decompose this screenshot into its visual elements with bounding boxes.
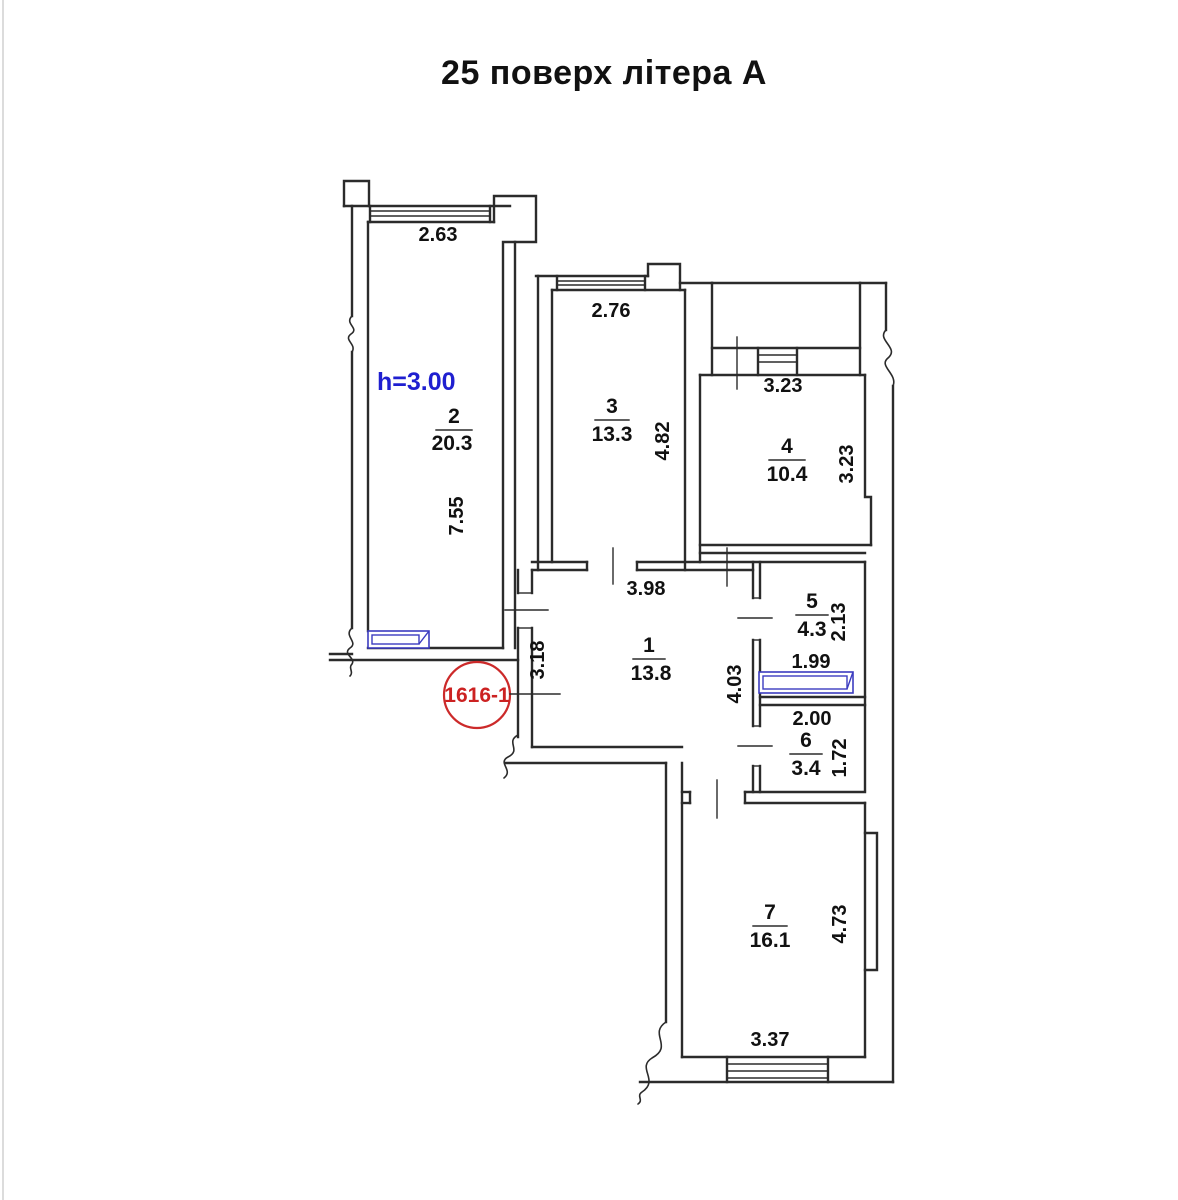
break-left-upper <box>348 316 353 352</box>
room7-area: 16.1 <box>749 929 791 952</box>
radiator-room2 <box>368 631 429 648</box>
dim-room5-depth: 2.13 <box>828 602 850 642</box>
dim-room4-depth: 3.23 <box>836 444 858 484</box>
room6-area: 3.4 <box>791 757 821 780</box>
dim-room3-width: 2.76 <box>591 300 631 322</box>
room5-number: 5 <box>806 590 818 613</box>
break-left-lower <box>347 628 352 676</box>
room3-area: 13.3 <box>591 423 633 446</box>
room1-area: 13.8 <box>630 662 672 685</box>
radiator-room5 <box>759 672 853 693</box>
room3-number: 3 <box>606 395 618 418</box>
dim-room1-width: 3.98 <box>626 578 666 600</box>
dim-room7-width: 3.37 <box>750 1029 790 1051</box>
room2-number: 2 <box>448 405 460 428</box>
dim-room6-depth: 1.72 <box>829 738 851 778</box>
room4-number: 4 <box>781 435 793 458</box>
dim-room2-depth: 7.55 <box>446 496 468 536</box>
dim-room7-depth: 4.73 <box>829 904 851 944</box>
room6-number: 6 <box>800 729 812 752</box>
dim-room2-width: 2.63 <box>418 224 458 246</box>
room5-area: 4.3 <box>797 618 827 641</box>
dim-room5-width: 1.99 <box>791 651 831 673</box>
room2-area: 20.3 <box>431 432 473 455</box>
dim-room4-width: 3.23 <box>763 375 803 397</box>
room7-number: 7 <box>764 901 776 924</box>
apartment-id-label: 1616-1 <box>444 684 510 707</box>
room4-area: 10.4 <box>766 463 808 486</box>
page-title: 25 поверх літера А <box>441 54 767 92</box>
room1-number: 1 <box>643 634 655 657</box>
fixtures <box>368 631 853 693</box>
dim-room1-left: 3.18 <box>527 640 549 680</box>
dim-room6-width: 2.00 <box>792 708 832 730</box>
break-right-top <box>883 330 893 386</box>
dim-room3-depth: 4.82 <box>652 421 674 461</box>
dim-room1-right: 4.03 <box>724 664 746 704</box>
break-entrance <box>504 735 518 778</box>
ceiling-height-label: h=3.00 <box>377 368 456 396</box>
break-bottom-left <box>638 1022 666 1104</box>
